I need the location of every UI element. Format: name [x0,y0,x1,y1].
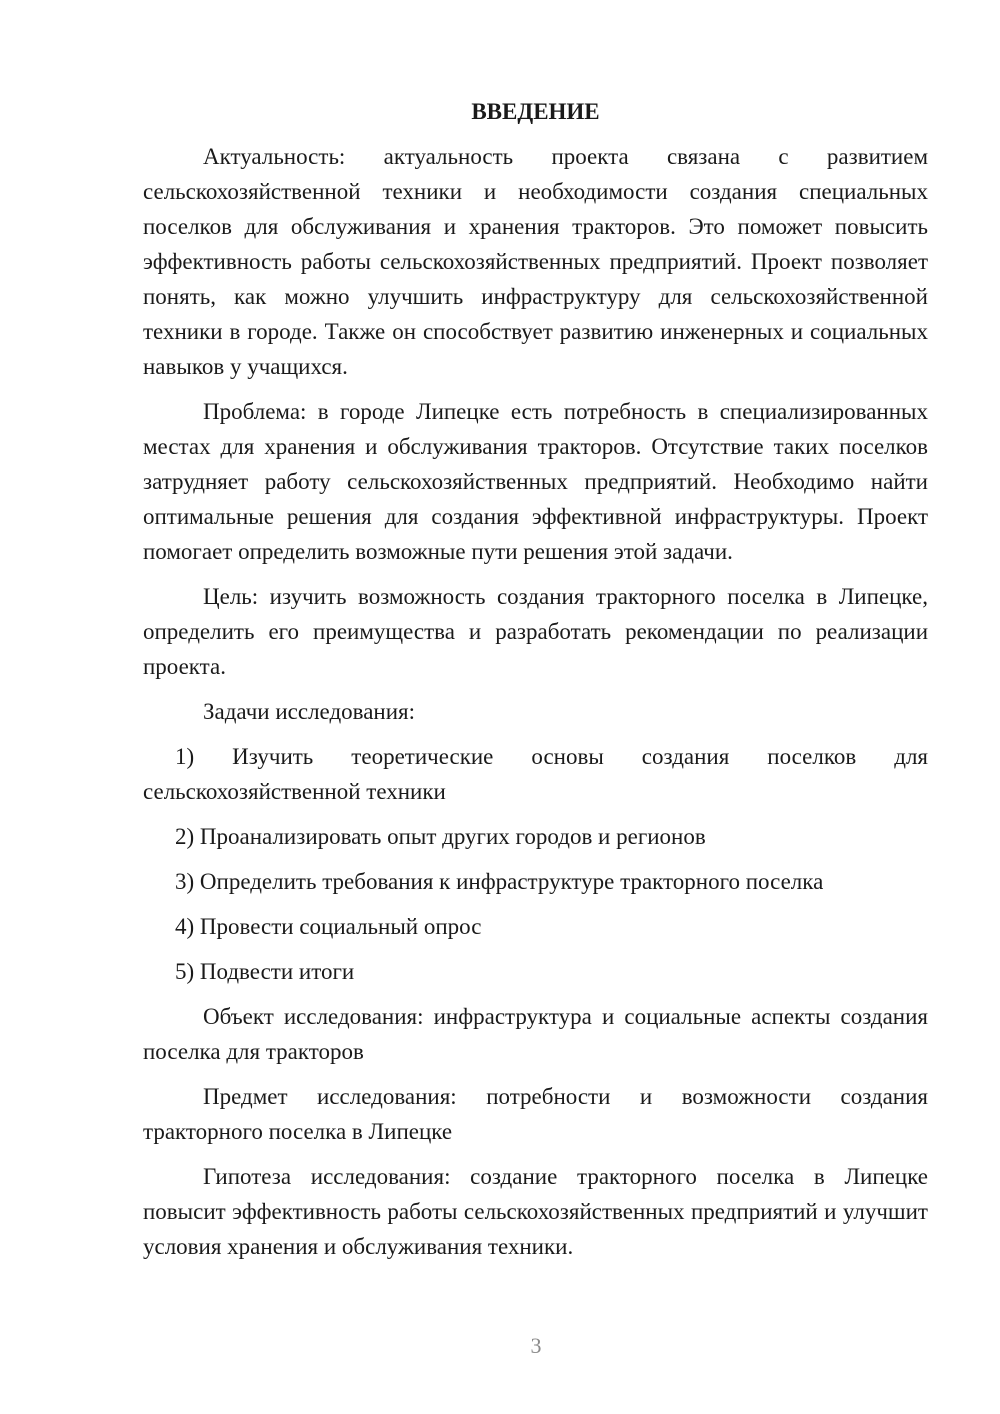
task-item: 2) Проанализировать опыт других городов и регионов [175,824,706,849]
task-item: 4) Провести социальный опрос [175,914,482,939]
task-item: 5) Подвести итоги [175,959,355,984]
task-item: 3) Определить требования к инфраструктуре тракторного поселка [175,869,824,894]
paragraph-problem: Проблема: в городе Липецке есть потребность в специализированных местах для хранения и обслуживания тракторов. Отсутствие таких поселков затрудняет работу сельскохозяйственных предприятий. Необходимо найти оптимальные решения для создания эффективной инфраструктуры. Проект помогает определить возможные пути решения этой задачи. [143,399,928,564]
paragraph-subject: Предмет исследования: потребности и возможности создания тракторного поселка в Липецке [143,1084,928,1144]
paragraph-hypothesis: Гипотеза исследования: создание тракторного поселка в Липецке повысит эффективность работы сельскохозяйственных предприятий и улучшит условия хранения и обслуживания техники. [143,1164,928,1259]
page-number: 3 [530,1333,542,1358]
paragraph-goal: Цель: изучить возможность создания тракторного поселка в Липецке, определить его преимущества и разработать рекомендации по реализации проекта. [143,584,928,679]
paragraph-object: Объект исследования: инфраструктура и социальные аспекты создания поселка для тракторов [143,1004,928,1064]
tasks-heading: Задачи исследования: [203,699,416,724]
paragraph-relevance: Актуальность: актуальность проекта связана с развитием сельскохозяйственной техники и необходимости создания специальных поселков для обслуживания и хранения тракторов. Это поможет повысить эффективность работы сельскохозяйственных предприятий. Проект позволяет понять, как можно улучшить инфраструктуру для сельскохозяйственной техники в городе. Также он способствует развитию инженерных и социальных навыков у учащихся. [143,144,928,379]
page-title: ВВЕДЕНИЕ [471,99,600,124]
document-page [143,94,928,1274]
task-item: 1) Изучить теоретические основы создания поселков для сельскохозяйственной техники [143,744,928,804]
